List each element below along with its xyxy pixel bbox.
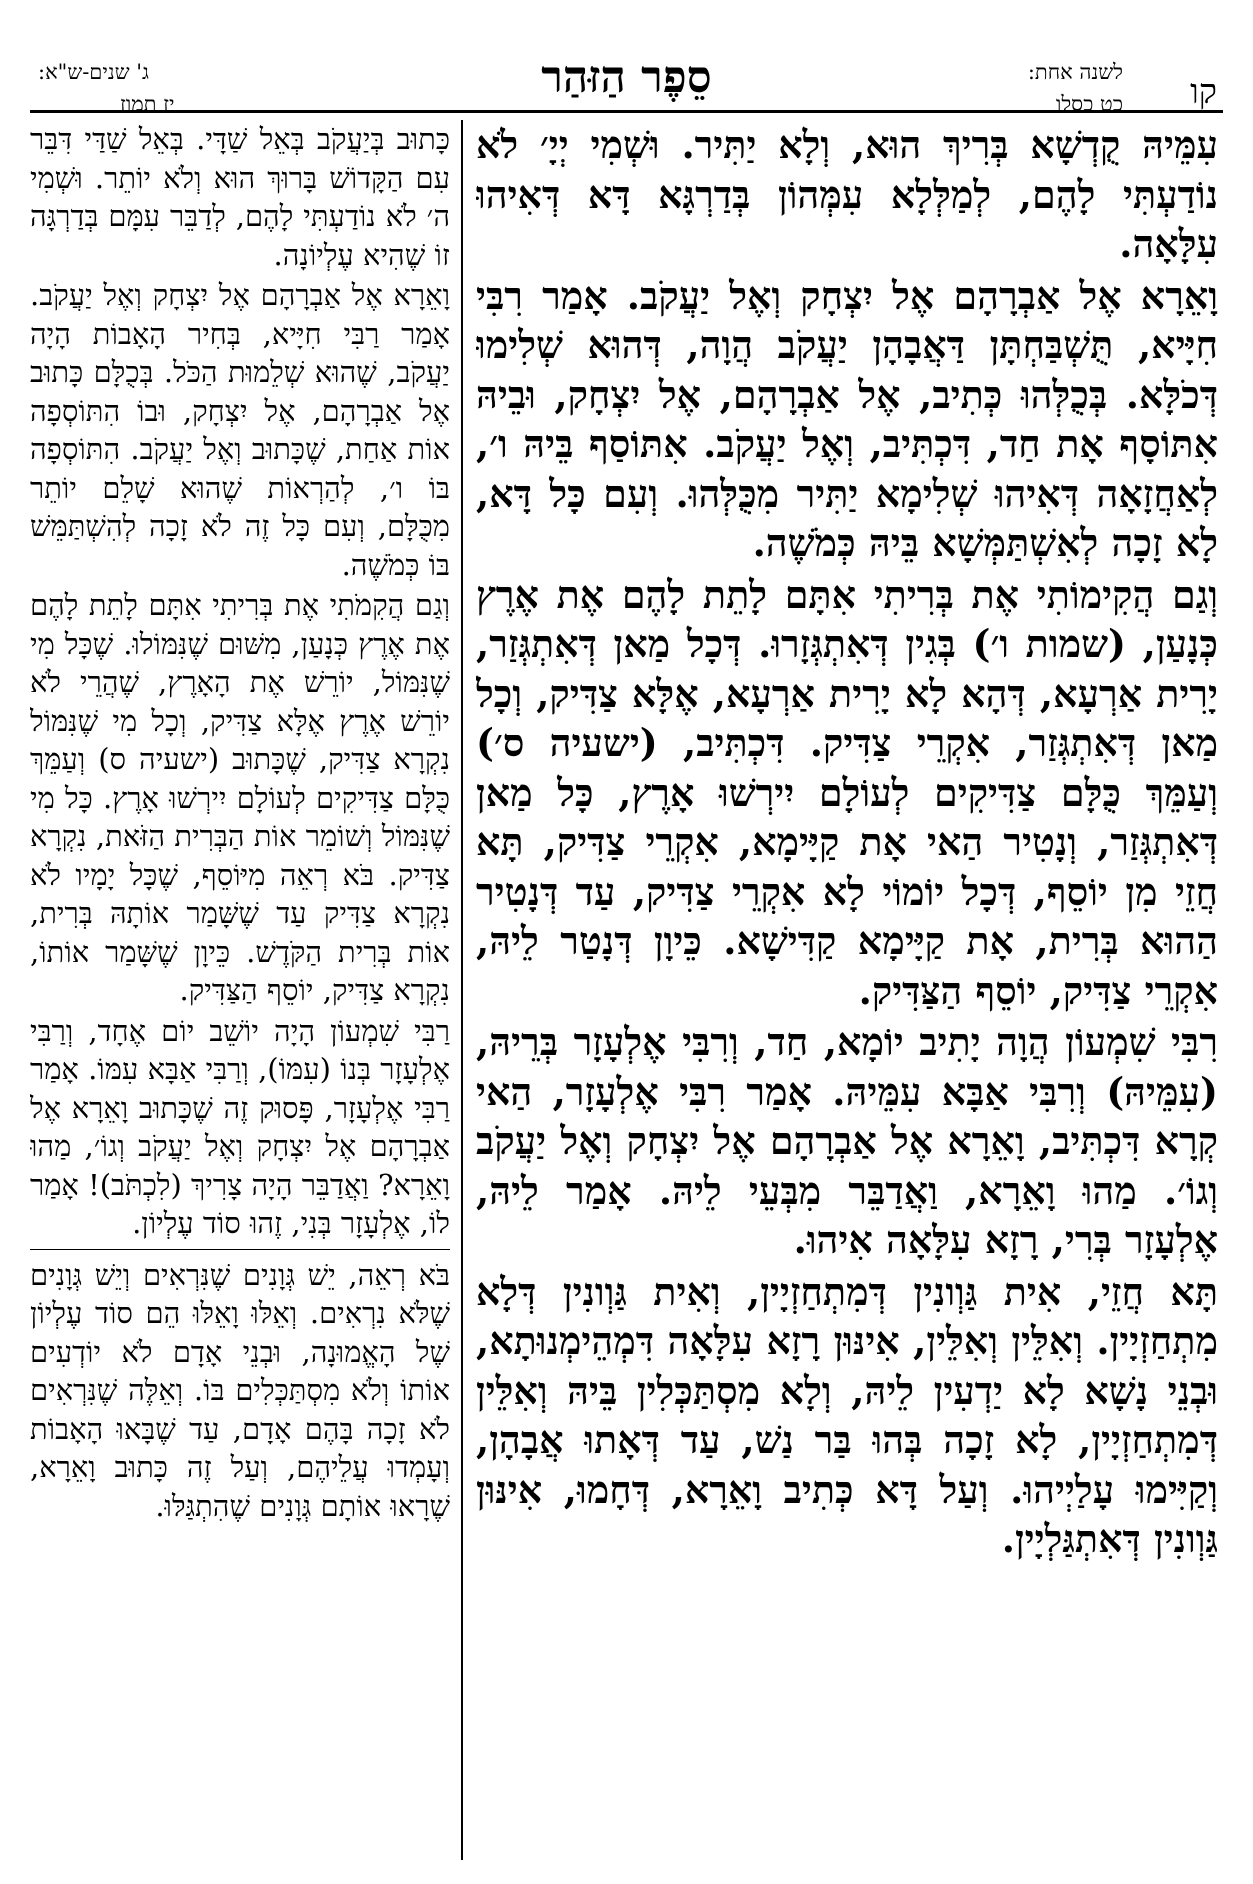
side-paragraph: בֹּא רְאֵה, יֵשׁ גְּוָנִים שֶׁנִּרְאִים וְיֵשׁ גְּוָנִים שֶׁלֹּא נִרְאִים. וְאֵלּוּ וָאֵלּוּ הֵם סוֹד עֶלְיוֹן שֶׁל הָאֱמוּנָה, וּבְנֵי אָדָם לֹא יוֹדְעִים אוֹתוֹ וְלֹא מִסְתַּכְּלִים בּוֹ. וְאֵלֶּה שֶׁנִּרְאִים לֹא זָכָה בָּהֶם אָדָם, עַד שֶׁבָּאוּ הָאָבוֹת וְעָמְדוּ עֲלֵיהֶם, וְעַל זֶה כָּתוּב וָאֵרָא, שֶׁרָאוּ אוֹתָם גְּוָנִים שֶׁהִתְגַּלּוּ. bbox=[30, 1257, 450, 1523]
main-paragraph: תָּא חֲזֵי, אִית גַּוְונִין דְּמִתְחַזְיָין, וְאִית גַּוְונִין דְּלָא מִתְחַזְיָין. וְאִלֵּין וְאִלֵּין, אִינּוּן רָזָא עִלָּאָה דִּמְהֵימְנוּתָא, וּבְנֵי נָשָׁא לָא יַדְעִין לֵיהּ, וְלָא מִסְתַּכְּלִין בֵּיהּ וְאִלֵּין דְּמִתְחַזְיָין, לָא זָכָה בְּהוּ בַּר נַשׁ, עַד דְּאָתוּ אֲבָהָן, וְקַיִּימוּ עָלַיְיהוּ. וְעַל דָּא כְּתִיב וָאֵרָא, דְּחָמוּ, אִינּוּן גַּוְונִין דְּאִתְגַּלְיָין. bbox=[476, 1268, 1218, 1561]
column-divider bbox=[461, 120, 463, 1860]
study-date-one-year: כט כסלו bbox=[1055, 92, 1123, 116]
side-paragraph: וְגַם הֲקִמֹתִי אֶת בְּרִיתִי אִתָּם לָתֵת לָהֶם אֶת אֶרֶץ כְּנָעַן, מִשּׁוּם שֶׁנִּמּוֹלוּ. שֶׁכָּל מִי שֶׁנִּמּוֹל, יוֹרֵשׁ אֶת הָאָרֶץ, שֶׁהֲרֵי לֹא יוֹרֵשׁ אֶרֶץ אֶלָּא צַדִּיק, וְכָל מִי שֶׁנִּמּוֹל נִקְרָא צַדִּיק, שֶׁכָּתוּב (ישעיה ס) וְעַמֵּךְ כֻּלָּם צַדִּיקִים לְעוֹלָם יִירְשׁוּ אָרֶץ. כָּל מִי שֶׁנִּמּוֹל וְשׁוֹמֵר אוֹת הַבְּרִית הַזֹּאת, נִקְרָא צַדִּיק. בֹּא רְאֵה מִיּוֹסֵף, שֶׁכָּל יָמָיו לֹא נִקְרָא צַדִּיק עַד שֶׁשָּׁמַר אוֹתָהּ בְּרִית, אוֹת בְּרִית הַקֹּדֶשׁ. כֵּיוָן שֶׁשָּׁמַר אוֹתוֹ, נִקְרָא צַדִּיק, יוֹסֵף הַצַּדִּיק. bbox=[30, 588, 450, 1007]
hebrew-translation-column bbox=[30, 120, 450, 1860]
main-paragraph: רִבִּי שִׁמְעוֹן הֲוָה יָתִיב יוֹמָא, חַד, וְרִבִּי אֶלְעָזָר בְּרֵיהּ, (עִמֵּיהּ) וְרִבִּי אַבָּא עִמֵּיהּ. אָמַר רִבִּי אֶלְעָזָר, הַאי קְרָא דִּכְתִּיב, וָאֵרָא אֶל אַבְרָהָם אֶל יִצְחָק וְאֶל יַעֲקֹב וְגוֹ׳. מַהוּ וָאֵרָא, וַאֲדַבֵּר מִבְּעֵי לֵיהּ. אָמַר לֵיהּ, אֶלְעָזָר בְּרִי, רָזָא עִלָּאָה אִיהוּ. bbox=[476, 1019, 1218, 1262]
study-schedule-one-year: לשנה אחת: bbox=[1027, 60, 1123, 84]
page-header bbox=[0, 0, 1253, 116]
book-title: סֵפֶר הַזּהַר bbox=[541, 52, 712, 103]
side-paragraph: כָּתוּב בְּיַעֲקֹב בְּאֵל שַׁדָּי. בְּאֵל שַׁדַּי דִּבֵּר עִם הַקָּדוֹשׁ בָּרוּךְ הוּא וְלֹא יוֹתֵר. וּשְׁמִי ה׳ לֹא נוֹדַעְתִּי לָהֶם, לְדַבֵּר עִמָּם בְּדַרְגָּה זוֹ שֶׁהִיא עֶלְיוֹנָה. bbox=[30, 122, 450, 272]
study-schedule-three-years: ג' שנים-ש"א: bbox=[38, 60, 149, 84]
main-paragraph: וָאֵרָא אֶל אַבְרָהָם אֶל יִצְחָק וְאֶל יַעֲקֹב. אָמַר רִבִּי חִיָּיא, תֻּשְׁבַּחְתָּן דַּאֲבָהָן יַעֲקֹב הֲוָה, דְּהוּא שְׁלִימוּ דְּכֹלָּא. בְּכֻלְּהוּ כְּתִיב, אֶל אַבְרָהָם, אֶל יִצְחָק, וּבֵיהּ אִתּוֹסָף אָת חַד, דִּכְתִּיב, וְאֶל יַעֲקֹב. אִתּוֹסַף בֵּיהּ ו׳, לְאַחֲזָאָה דְּאִיהוּ שְׁלִימָא יַתִּיר מִכֻּלְּהוּ. וְעִם כָּל דָּא, לָא זָכָה לְאִשְׁתַּמְּשָׁא בֵּיהּ כְּמֹשֶׁה. bbox=[476, 272, 1218, 565]
main-paragraph: עִמֵּיהּ קֻדְשָׁא בְּרִיךְ הוּא, וְלָא יַתִּיר. וּשְׁמִי יְיָ׳ לֹא נוֹדַעְתִּי לָהֶם, לְמַלְּלָא עִמְּהוֹן בְּדַרְגָּא דָּא דְּאִיהוּ עִלָּאָה. bbox=[476, 122, 1218, 266]
main-paragraph: וְגַם הֲקִימוֹתִי אֶת בְּרִיתִי אִתָּם לָתֵת לָהֶם אֶת אֶרֶץ כְּנָעַן, (שמות ו׳) בְּגִין דְּאִתְגְּזָרוּ. דְּכָל מַאן דְּאִתְגְּזַר, יָרִית אַרְעָא, דְּהָא לָא יָרִית אַרְעָא, אֶלָּא צַדִּיק, וְכָל מַאן דְּאִתְגְּזַר, אִקְרֵי צַדִּיק. דִּכְתִּיב, (ישעיה ס׳) וְעַמֵּךְ כֻּלָּם צַדִּיקִים לְעוֹלָם יִירְשׁוּ אָרֶץ, כָּל מַאן דְּאִתְגְּזַר, וְנָטִיר הַאי אָת קַיָּימָא, אִקְרֵי צַדִּיק, תָּא חֲזֵי מִן יוֹסֵף, דְּכָל יוֹמוֹי לָא אִקְרֵי צַדִּיק, עַד דְּנָטִיר הַהוּא בְּרִית, אָת קַיָּימָא קַדִּישָׁא. כֵּיוָן דְּנָטַר לֵיהּ, אִקְרֵי צַדִּיק, יוֹסֵף הַצַּדִּיק. bbox=[476, 571, 1218, 1013]
aramaic-text-column bbox=[476, 120, 1218, 1860]
header-rule bbox=[30, 110, 1223, 113]
section-separator bbox=[30, 1249, 450, 1250]
study-date-three-years: יז תמוז bbox=[120, 92, 175, 116]
side-paragraph: וָאֵרָא אֶל אַבְרָהָם אֶל יִצְחָק וְאֶל יַעֲקֹב. אָמַר רַבִּי חִיָּיא, בְּחִיר הָאָבוֹת הָיָה יַעֲקֹב, שֶׁהוּא שְׁלֵמוּת הַכֹּל. בְּכֻלָּם כָּתוּב אֶל אַבְרָהָם, אֶל יִצְחָק, וּבוֹ הִתּוֹסְפָה אוֹת אַחַת, שֶׁכָּתוּב וְאֶל יַעֲקֹב. הִתּוֹסְפָה בּוֹ ו׳, לְהַרְאוֹת שֶׁהוּא שָׁלֵם יוֹתֵר מִכֻּלָּם, וְעִם כָּל זֶה לֹא זָכָה לְהִשְׁתַּמֵּשׁ בּוֹ כְּמֹשֶׁה. bbox=[30, 278, 450, 582]
side-paragraph: רַבִּי שִׁמְעוֹן הָיָה יוֹשֵׁב יוֹם אֶחָד, וְרַבִּי אֶלְעָזָר בְּנוֹ (עִמּוֹ), וְרַבִּי אַבָּא עִמּוֹ. אָמַר רַבִּי אֶלְעָזָר, פָּסוּק זֶה שֶׁכָּתוּב וָאֵרָא אֶל אַבְרָהָם אֶל יִצְחָק וְאֶל יַעֲקֹב וְגוֹ׳, מַהוּ וָאֵרָא? וַאֲדַבֵּר הָיָה צָרִיךְ (לִכְתֹּב)! אָמַר לוֹ, אֶלְעָזָר בְּנִי, זֶהוּ סוֹד עֶלְיוֹן. bbox=[30, 1013, 450, 1240]
page-number: קו bbox=[1190, 72, 1217, 112]
